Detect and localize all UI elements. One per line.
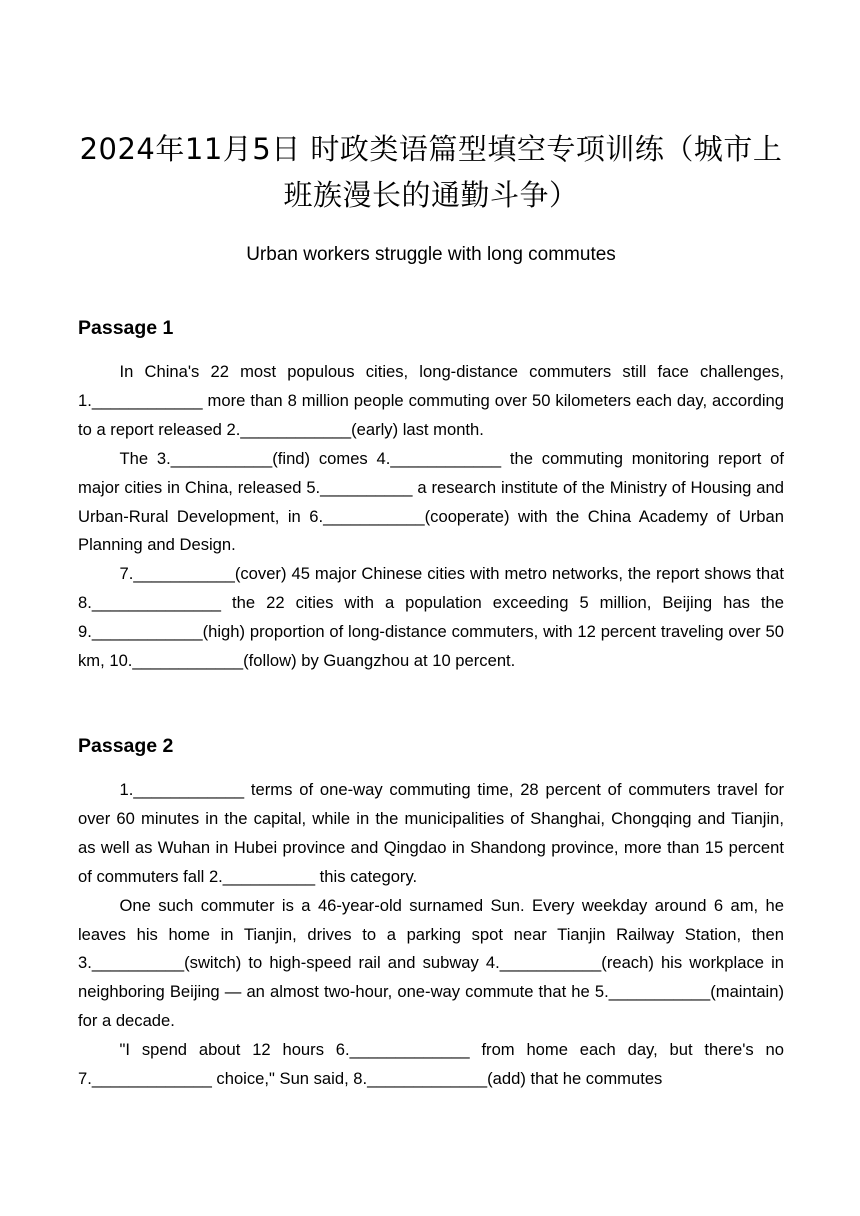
passage-1-paragraph-2: The 3.___________(find) comes 4.____________ the commuting monitoring report of major cities in China, released 5.__________ a research institute of the Ministry of Housing and Urban-Rural Development, in 6.___________(cooperate) with the China Academy of Urban Planning and Design.	[78, 448, 784, 555]
passage-2-paragraph-1: 1.____________ terms of one-way commuting time, 28 percent of commuters travel for over 60 minutes in the capital, while in the municipalities of Shanghai, Chongqing and Tianjin, as well as Wuhan in Hubei province and Qingdao in Shandong province, more than 15 percent of commuters fall 2.__________ this category.	[78, 779, 784, 886]
passage-2	[78, 776, 784, 1094]
document-subtitle: Urban workers struggle with long commutes	[246, 244, 616, 265]
passage-2-paragraph-2: One such commuter is a 46-year-old surnamed Sun. Every weekday around 6 am, he leaves his home in Tianjin, drives to a parking spot near Tianjin Railway Station, then 3.__________(switch) to high-speed rail and subway 4.___________(reach) his workplace in neighboring Beijing — an almost two-hour, one-way commute that he 5.___________(maintain) for a decade.	[78, 895, 784, 1031]
passage-1-heading: Passage 1	[78, 317, 174, 339]
passage-1-paragraph-3: 7.___________(cover) 45 major Chinese cities with metro networks, the report shows that 8.______________ the 22 cities with a population exceeding 5 million, Beijing has the 9.____________(high) proportion of long-distance commuters, with 12 percent traveling over 50 km, 10.____________(follow) by Guangzhou at 10 percent.	[78, 564, 784, 671]
document-page	[78, 0, 784, 1094]
passage-1	[78, 358, 784, 676]
passage-2-paragraph-3: "I spend about 12 hours 6._____________ from home each day, but there's no 7._____________ choice," Sun said, 8._____________(add) that he commutes	[78, 1040, 784, 1089]
passage-2-heading: Passage 2	[78, 734, 174, 757]
passage-1-paragraph-1: In China's 22 most populous cities, long-distance commuters still face challenges, 1.____________ more than 8 million people commuting over 50 kilometers each day, according to a report released 2.____________(early) last month.	[78, 362, 784, 439]
document-title: 2024年11月5日 时政类语篇型填空专项训练（城市上班族漫长的通勤斗争）	[79, 132, 783, 212]
